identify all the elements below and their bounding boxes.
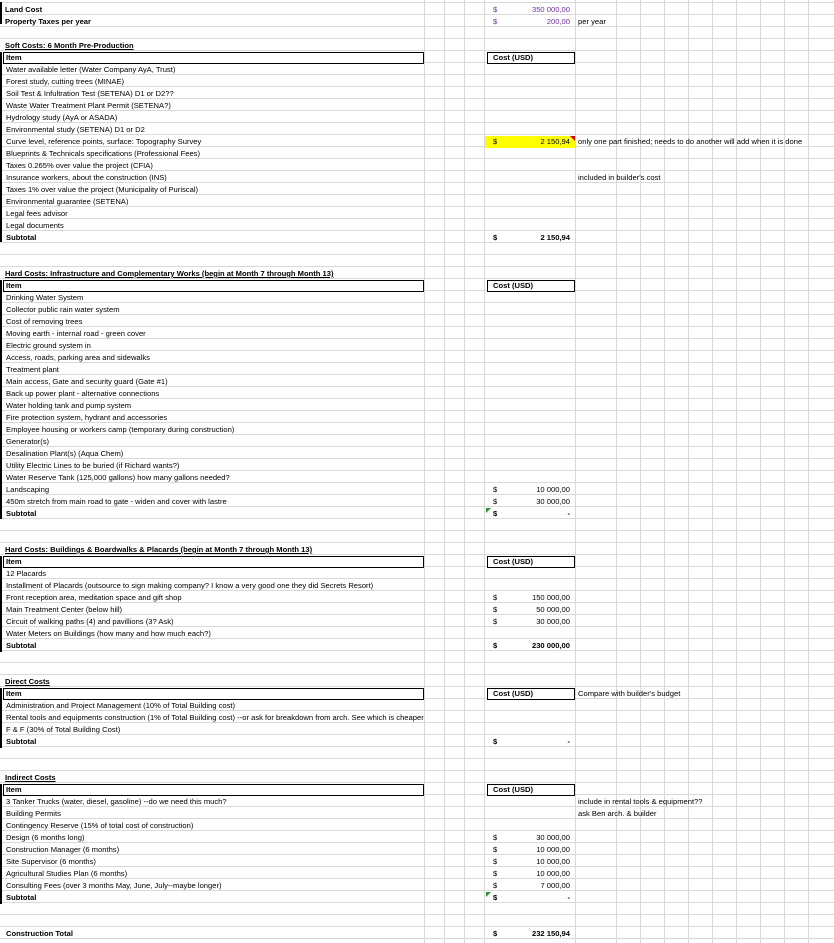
hard-infra-item[interactable]: 450m stretch from main road to gate - widen and cover with lastre (6, 497, 227, 506)
soft-costs-item[interactable]: Forest study, cutting trees (MINAE) (6, 77, 125, 86)
hard-infra-item[interactable]: Water Reserve Tank (125,000 gallons) how many gallons needed? (6, 473, 230, 482)
indirect-costs-note-2[interactable]: ask Ben arch. & builder (578, 809, 657, 818)
grid-row-line (0, 458, 834, 459)
hard-buildings-item[interactable]: Front reception area, meditation space and gift shop (6, 593, 182, 602)
supervisor-value[interactable]: 10 000,00 (536, 857, 570, 866)
hard-infra-title[interactable]: Hard Costs: Infrastructure and Complementary Works (begin at Month 7 through Month 13) (5, 269, 334, 278)
indirect-costs-item-header-box (3, 784, 424, 796)
soft-costs-item[interactable]: Waste Water Treatment Plant Permit (SETENA?) (6, 101, 171, 110)
topography-note[interactable]: only one part finished; needs to do another will add when it is done (578, 137, 803, 146)
direct-costs-subtotal-currency[interactable]: $ (493, 737, 498, 746)
grid-row-line (0, 746, 834, 747)
grid-row-line (0, 314, 834, 315)
grid-row-line (0, 854, 834, 855)
indirect-costs-item[interactable]: Site Supervisor (6 months) (6, 857, 96, 866)
indirect-costs-subtotal-value[interactable]: - (567, 893, 570, 902)
agri-value[interactable]: 10 000,00 (536, 869, 570, 878)
hard-infra-item[interactable]: Water holding tank and pump system (6, 401, 132, 410)
grid-row-line (0, 902, 834, 903)
hard-infra-subtotal-currency[interactable]: $ (493, 509, 498, 518)
treatment-currency[interactable]: $ (493, 605, 498, 614)
topography-currency[interactable]: $ (493, 137, 498, 146)
grid-row-line (0, 530, 834, 531)
consulting-currency[interactable]: $ (493, 881, 498, 890)
indirect-costs-item[interactable]: 3 Tanker Trucks (water, diesel, gasoline) --do we need this much? (6, 797, 227, 806)
grid-row-line (0, 86, 834, 87)
hard-infra-item-header[interactable]: Item (6, 281, 22, 290)
insurance-note[interactable]: included in builder's cost (578, 173, 661, 182)
soft-costs-subtotal-currency[interactable]: $ (493, 233, 498, 242)
landscaping-currency[interactable]: $ (493, 485, 498, 494)
indirect-costs-item[interactable]: Agricultural Studies Plan (6 months) (6, 869, 128, 878)
hard-buildings-item[interactable]: Main Treatment Center (below hill) (6, 605, 123, 614)
construction-total-label[interactable]: Construction Total (6, 929, 73, 938)
indirect-costs-cost-header[interactable]: Cost (USD) (493, 785, 534, 794)
grid-row-line (0, 302, 834, 303)
grid-row-line (0, 350, 834, 351)
stretch-value[interactable]: 30 000,00 (536, 497, 570, 506)
grid-row-line (0, 650, 834, 651)
indirect-costs-item[interactable]: Design (6 months long) (6, 833, 85, 842)
consulting-value[interactable]: 7 000,00 (540, 881, 570, 890)
hard-infra-item[interactable]: Back up power plant - alternative connections (6, 389, 160, 398)
design-currency[interactable]: $ (493, 833, 498, 842)
hard-infra-item[interactable]: Desalination Plant(s) (Aqua Chem) (6, 449, 124, 458)
hard-infra-item[interactable]: Landscaping (6, 485, 50, 494)
soft-costs-item[interactable]: Soil Test & Infultration Test (SETENA) D1 or D2?? (6, 89, 174, 98)
hard-infra-subtotal-label[interactable]: Subtotal (6, 509, 37, 518)
direct-costs-cost-header[interactable]: Cost (USD) (493, 689, 534, 698)
hard-infra-item[interactable]: Moving earth - internal road - green cover (6, 329, 146, 338)
topography-value[interactable]: 2 150,94 (540, 137, 570, 146)
grid-row-line (0, 494, 834, 495)
soft-costs-subtotal-value[interactable]: 2 150,94 (540, 233, 570, 242)
grid-row-line (0, 818, 834, 819)
soft-costs-title[interactable]: Soft Costs: 6 Month Pre-Production (5, 41, 134, 50)
property-taxes-currency[interactable]: $ (493, 17, 498, 26)
grid-row-line (0, 914, 834, 915)
land-cost-currency[interactable]: $ (493, 5, 498, 14)
soft-costs-item[interactable]: Blueprints & Technicals specifications (Professional Fees) (6, 149, 201, 158)
indirect-costs-item[interactable]: Contingency Reserve (15% of total cost of construction) (6, 821, 194, 830)
hard-infra-item[interactable]: Treatment plant (6, 365, 59, 374)
reception-currency[interactable]: $ (493, 593, 498, 602)
hard-infra-cost-header[interactable]: Cost (USD) (493, 281, 534, 290)
indirect-costs-subtotal-label[interactable]: Subtotal (6, 893, 37, 902)
property-taxes-label[interactable]: Property Taxes per year (5, 17, 91, 26)
direct-costs-subtotal-value[interactable]: - (567, 737, 570, 746)
indirect-costs-title[interactable]: Indirect Costs (5, 773, 56, 782)
manager-currency[interactable]: $ (493, 845, 498, 854)
grid-row-line (0, 686, 834, 687)
soft-costs-item[interactable]: Legal fees advisor (6, 209, 68, 218)
direct-costs-subtotal-label[interactable]: Subtotal (6, 737, 37, 746)
property-taxes-value[interactable]: 200,00 (546, 17, 570, 26)
grid-row-line (0, 614, 834, 615)
hard-infra-item[interactable]: Main access, Gate and security guard (Gate #1) (6, 377, 168, 386)
direct-costs-item-header[interactable]: Item (6, 689, 22, 698)
grid-row-line (0, 218, 834, 219)
hard-buildings-item[interactable]: Installment of Placards (outsource to sign making company? I know a very good one they did Secrets Resort) (6, 581, 374, 590)
direct-costs-item[interactable]: Administration and Project Management (10% of Total Building cost) (6, 701, 236, 710)
hard-buildings-cost-header[interactable]: Cost (USD) (493, 557, 534, 566)
design-value[interactable]: 30 000,00 (536, 833, 570, 842)
soft-costs-item-header-box (3, 52, 424, 64)
soft-costs-item[interactable]: Hydrology study (AyA or ASADA) (6, 113, 118, 122)
grid-row-line (0, 782, 834, 783)
grid-row-line (0, 446, 834, 447)
land-cost-value[interactable]: 350 000,00 (531, 5, 570, 14)
hard-infra-item[interactable]: Fire protection system, hydrant and accessories (6, 413, 168, 422)
hard-infra-item[interactable]: Electric ground system in (6, 341, 91, 350)
hard-infra-item[interactable]: Generator(s) (6, 437, 50, 446)
soft-costs-item[interactable]: Environmental study (SETENA) D1 or D2 (6, 125, 145, 134)
stretch-currency[interactable]: $ (493, 497, 498, 506)
grid-row-line (0, 374, 834, 375)
indirect-costs-item[interactable]: Construction Manager (6 months) (6, 845, 120, 854)
hard-infra-item[interactable]: Access, roads, parking area and sidewalks (6, 353, 150, 362)
error-indicator-icon (486, 892, 491, 897)
hard-infra-item-header-box (3, 280, 424, 292)
indirect-costs-subtotal-currency[interactable]: $ (493, 893, 498, 902)
grid-row-line (0, 122, 834, 123)
paths-currency[interactable]: $ (493, 617, 498, 626)
grid-row-line (0, 266, 834, 267)
grid-row-line (0, 26, 834, 27)
property-taxes-note[interactable]: per year (578, 17, 606, 26)
direct-costs-item-header-box (3, 688, 424, 700)
grid-row-line (0, 230, 834, 231)
soft-costs-item-header[interactable]: Item (6, 53, 22, 62)
indirect-costs-note-1[interactable]: include in rental tools & equipment?? (578, 797, 703, 806)
landscaping-value[interactable]: 10 000,00 (536, 485, 570, 494)
error-indicator-icon (486, 508, 491, 513)
grid-row-line (0, 14, 834, 15)
soft-costs-cost-header[interactable]: Cost (USD) (493, 53, 534, 62)
indirect-costs-item[interactable]: Building Permits (6, 809, 61, 818)
direct-costs-note[interactable]: Compare with builder's budget (578, 689, 681, 698)
grid-row-line (0, 38, 834, 39)
grid-row-line (0, 542, 834, 543)
soft-costs-item[interactable]: Water available letter (Water Company AyA, Trust) (6, 65, 176, 74)
manager-value[interactable]: 10 000,00 (536, 845, 570, 854)
soft-costs-item[interactable]: Environmental guarantee (SETENA) (6, 197, 129, 206)
hard-buildings-subtotal-value[interactable]: 230 000,00 (531, 641, 570, 650)
grid-row-line (0, 770, 834, 771)
hard-buildings-item-header[interactable]: Item (6, 557, 22, 566)
grid-row-line (0, 2, 834, 3)
supervisor-currency[interactable]: $ (493, 857, 498, 866)
hard-buildings-item[interactable]: Circuit of walking paths (4) and pavillions (3? Ask) (6, 617, 174, 626)
grid-row-line (0, 674, 834, 675)
grid-row-line (0, 926, 834, 927)
hard-buildings-item-header-box (3, 556, 424, 568)
grid-row-line (0, 578, 834, 579)
grid-row-line (0, 518, 834, 519)
grid-row-line (0, 242, 834, 243)
construction-total-value[interactable]: 232 150,94 (531, 929, 570, 938)
soft-costs-item[interactable]: Taxes 0.265% over value the project (CFIA) (6, 161, 153, 170)
treatment-value[interactable]: 50 000,00 (536, 605, 570, 614)
grid-row-line (0, 326, 834, 327)
indirect-costs-item[interactable]: Consulting Fees (over 3 months May, June, July--maybe longer) (6, 881, 222, 890)
hard-infra-subtotal-value[interactable]: - (567, 509, 570, 518)
hard-infra-item[interactable]: Collector public rain water system (6, 305, 120, 314)
hard-buildings-subtotal-currency[interactable]: $ (493, 641, 498, 650)
direct-costs-item[interactable]: F & F (30% of Total Building Cost) (6, 725, 121, 734)
hard-buildings-title[interactable]: Hard Costs: Buildings & Boardwalks & Placards (begin at Month 7 through Month 13) (5, 545, 313, 554)
land-cost-label[interactable]: Land Cost (5, 5, 43, 14)
reception-value[interactable]: 150 000,00 (531, 593, 570, 602)
hard-buildings-subtotal-label[interactable]: Subtotal (6, 641, 37, 650)
soft-costs-item[interactable]: Insurance workers, about the construction (INS) (6, 173, 167, 182)
hard-infra-item[interactable]: Cost of removing trees (6, 317, 83, 326)
paths-value[interactable]: 30 000,00 (536, 617, 570, 626)
grid-row-line (0, 842, 834, 843)
grid-row-line (0, 254, 834, 255)
soft-costs-item[interactable]: Curve level, reference points, surface: Topography Survey (6, 137, 202, 146)
hard-infra-item[interactable]: Utility Electric Lines to be buried (if Richard wants?) (6, 461, 180, 470)
comment-indicator-icon (570, 136, 575, 141)
soft-costs-item[interactable]: Taxes 1% over value the project (Municipality of Puriscal) (6, 185, 199, 194)
grid-row-line (0, 866, 834, 867)
hard-buildings-item[interactable]: Water Meters on Buildings (how many and how much each?) (6, 629, 211, 638)
grid-row-line (0, 662, 834, 663)
construction-total-currency[interactable]: $ (493, 929, 498, 938)
soft-costs-subtotal-label[interactable]: Subtotal (6, 233, 37, 242)
hard-infra-item[interactable]: Drinking Water System (6, 293, 84, 302)
grid-row-line (0, 938, 834, 939)
agri-currency[interactable]: $ (493, 869, 498, 878)
direct-costs-title[interactable]: Direct Costs (5, 677, 50, 686)
hard-infra-item[interactable]: Employee housing or workers camp (temporary during construction) (6, 425, 235, 434)
grid-row-line (0, 758, 834, 759)
indirect-costs-item-header[interactable]: Item (6, 785, 22, 794)
direct-costs-item[interactable]: Rental tools and equipments construction (1% of Total Building cost) --or ask for breakdown from arch. See which is cheaper (6, 713, 424, 722)
grid-row-line (0, 734, 834, 735)
hard-buildings-item[interactable]: 12 Placards (6, 569, 47, 578)
soft-costs-item[interactable]: Legal documents (6, 221, 64, 230)
